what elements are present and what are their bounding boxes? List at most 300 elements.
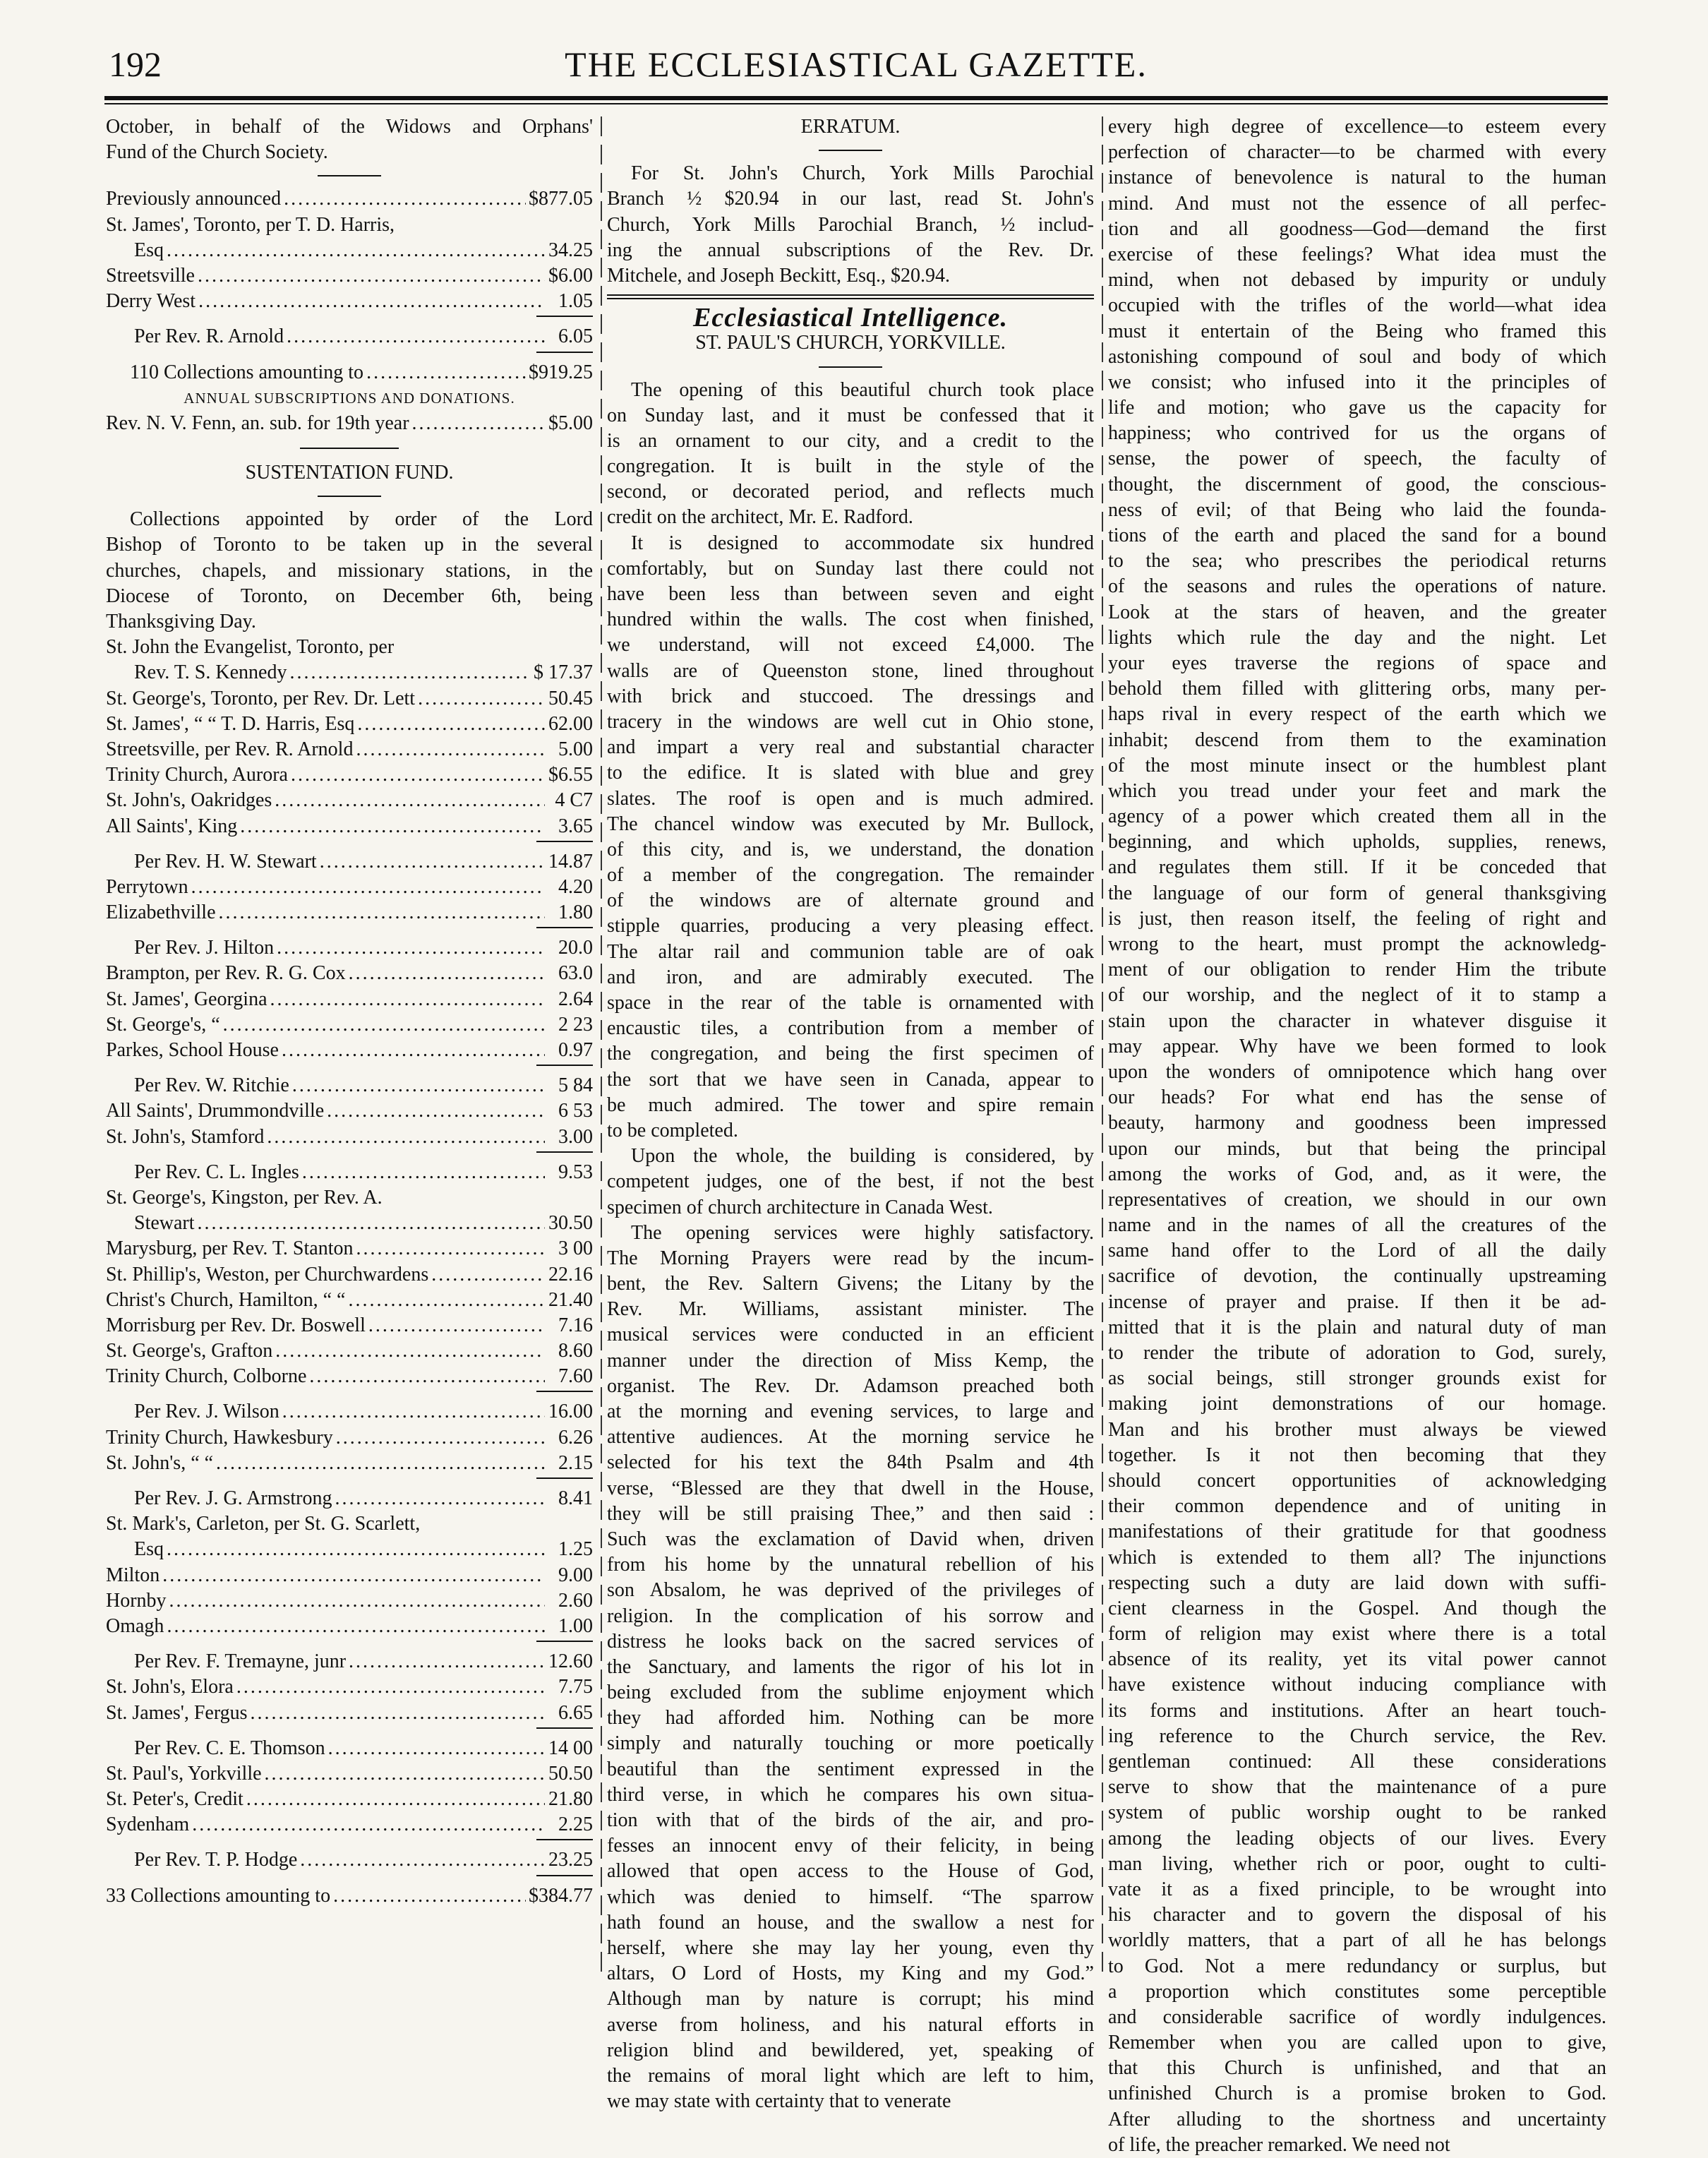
- list-row: [106, 238, 593, 263]
- text-line: instance of benevolence is natural to the human: [1108, 167, 1606, 189]
- text-line: of the most minute insect or the humblest plant: [1108, 754, 1606, 777]
- text-line: credit on the architect, Mr. E. Radford.: [607, 506, 913, 529]
- entry-label: St. James', Toronto, per T. D. Harris,: [106, 213, 395, 236]
- entry-label: Sydenham: [106, 1814, 190, 1836]
- subtotal-rule-mark: [536, 1151, 593, 1153]
- entry-amount: 5 84: [558, 1074, 593, 1097]
- list-row: [106, 900, 593, 925]
- text-line: we may state with certainty that to venerate: [607, 2090, 951, 2113]
- entry-label: Per Rev. C. L. Ingles: [134, 1161, 299, 1183]
- leader-dots: [320, 849, 545, 875]
- text-line: vate it as a fixed principle, to be wrought into: [1108, 1878, 1606, 1900]
- text-line: thought, the discernment of good, the conscious-: [1108, 473, 1606, 496]
- text-line: beginning, and which upholds, supplies, renews,: [1108, 831, 1606, 853]
- text-line: tracery in the windows are well cut in Ohio stone,: [607, 710, 1094, 733]
- text-line: ment of our obligation to render Him the tribute: [1108, 959, 1606, 981]
- text-line: among the works of God, and, as it were, the: [1108, 1163, 1606, 1185]
- text-line: comfortably, but on Sunday last there could not: [607, 557, 1094, 580]
- subtotal-rule: [106, 1477, 593, 1479]
- entry-amount: 4.20: [558, 875, 593, 898]
- text-line: The opening services were highly satisfactory.: [631, 1221, 1094, 1244]
- list-row: [134, 1736, 593, 1761]
- text-line: with brick and stuccoed. The dressings and: [607, 685, 1094, 707]
- list-row: [134, 1399, 593, 1425]
- entry-amount: 0.97: [558, 1039, 593, 1062]
- text-line: inhabit; descend from them to the examination: [1108, 729, 1606, 751]
- masthead-title: THE ECCLESIASTICAL GAZETTE.: [565, 44, 1148, 84]
- text-line: to the edifice. It is slated with blue and grey: [607, 762, 1094, 784]
- list-row: [130, 360, 593, 385]
- text-line: to the sea; who prescribes the periodical returns: [1108, 550, 1606, 573]
- entry-label: St. Peter's, Credit: [106, 1788, 243, 1811]
- text-line: have existence without inducing compliance with: [1108, 1674, 1606, 1696]
- text-line: The opening of this beautiful church took place: [631, 378, 1094, 401]
- text-line: form of religion may exist where there is a total: [1108, 1623, 1606, 1646]
- entry-amount: 23.25: [548, 1849, 593, 1871]
- entry-label: St. Paul's, Yorkville: [106, 1762, 262, 1785]
- entry-label: St. James', “ “ T. D. Harris, Esq: [106, 712, 355, 735]
- leader-dots: [277, 935, 545, 961]
- subtotal-rule-mark: [536, 1875, 593, 1876]
- entry-label: Previously announced: [106, 188, 282, 210]
- list-row: [106, 1211, 593, 1236]
- text-line: the sort that we have seen in Canada, appear to: [607, 1068, 1094, 1091]
- leader-dots: [327, 1098, 545, 1124]
- entry-amount: $ 17.37: [534, 661, 593, 684]
- entry-label: Esq: [134, 1538, 164, 1561]
- entry-amount: 3 00: [558, 1237, 593, 1260]
- entry-amount: 62.00: [548, 712, 593, 735]
- text-line: upon the wonders of omnipotence which hang over: [1108, 1060, 1606, 1083]
- text-line: third verse, in which he compares his own situa-: [607, 1783, 1094, 1806]
- leader-dots: [284, 186, 526, 212]
- list-row: [106, 1313, 593, 1338]
- text-line: ing reference to the Church service, the Rev.: [1108, 1725, 1606, 1747]
- text-line: attentive audiences. At the morning service he: [607, 1426, 1094, 1449]
- leader-dots: [328, 1736, 545, 1761]
- entry-label: Rev. N. V. Fenn, an. sub. for 19th year: [106, 412, 409, 434]
- entry-label: Per Rev. T. P. Hodge: [134, 1849, 298, 1871]
- leader-dots: [412, 411, 545, 436]
- leader-dots: [431, 1262, 545, 1288]
- list-row: [106, 1701, 593, 1726]
- list-row: [106, 263, 593, 289]
- subtotal-rule: [106, 927, 593, 928]
- text-line: should concert opportunities of acknowledging: [1108, 1469, 1606, 1492]
- list-row: [106, 186, 593, 212]
- leader-dots: [349, 961, 545, 986]
- list-row: [106, 712, 593, 737]
- list-row: [106, 1262, 593, 1288]
- leader-dots: [275, 1338, 545, 1364]
- subtotal-rule: [106, 352, 593, 353]
- subtotal-rule-mark: [536, 316, 593, 317]
- leader-dots: [270, 987, 546, 1012]
- leader-dots: [282, 1399, 545, 1425]
- entry-label: 33 Collections amounting to: [106, 1884, 331, 1907]
- entry-amount: 2.60: [558, 1589, 593, 1612]
- leader-dots: [309, 1364, 545, 1389]
- text-line: to God. Not a mere redundancy or surplus, but: [1108, 1955, 1606, 1977]
- list-row: [106, 1537, 593, 1562]
- entry-amount: 7.60: [558, 1365, 593, 1388]
- entry-amount: $5.00: [548, 412, 593, 434]
- leader-dots: [291, 762, 545, 788]
- entry-label: 110 Collections amounting to: [130, 361, 364, 383]
- entry-amount: 14 00: [548, 1737, 593, 1759]
- entry-amount: $6.55: [548, 764, 593, 786]
- entry-amount: 1.05: [558, 290, 593, 313]
- text-line: happiness; who contrived for us the organs of: [1108, 422, 1606, 445]
- text-line: on Sunday last, and it must be confessed that it: [607, 404, 1094, 426]
- text-line: specimen of church architecture in Canada West.: [607, 1196, 993, 1218]
- per-row-wrap: [106, 1160, 593, 1185]
- text-line: cient clearness in the Gospel. And though the: [1108, 1597, 1606, 1619]
- list-row: [106, 788, 593, 813]
- list-row: [106, 289, 593, 314]
- entry-amount: 21.40: [548, 1288, 593, 1311]
- list-row: [106, 987, 593, 1012]
- leader-dots: [300, 1847, 545, 1873]
- leader-dots: [236, 1674, 545, 1700]
- text-line: they had afforded him. Nothing can be more: [607, 1707, 1094, 1730]
- entry-label: St. Mark's, Carleton, per St. G. Scarlett,: [106, 1513, 421, 1535]
- entry-label: Per Rev. C. E. Thomson: [134, 1737, 325, 1759]
- subtotal-rule-mark: [536, 927, 593, 928]
- text-line: Man and his brother must always be viewed: [1108, 1418, 1606, 1441]
- entry-label: Trinity Church, Hawkesbury: [106, 1426, 333, 1449]
- text-line: After alluding to the shortness and uncertainty: [1108, 2108, 1606, 2130]
- text-line: which you tread under your feet and mark the: [1108, 779, 1606, 802]
- entry-amount: 14.87: [548, 850, 593, 873]
- per-row-wrap: [106, 1073, 593, 1098]
- text-line: ness of evil; of that Being who laid the founda-: [1108, 498, 1606, 521]
- entry-amount: 6.05: [558, 325, 593, 348]
- list-row: [106, 1338, 593, 1364]
- text-line: to be completed.: [607, 1119, 738, 1141]
- entry-label: Per Rev. J. G. Armstrong: [134, 1487, 332, 1510]
- text-line: Remember when you are called upon to give,: [1108, 2032, 1606, 2054]
- entry-amount: 21.80: [548, 1788, 593, 1811]
- text-line: a proportion which constitutes some perceptible: [1108, 1980, 1606, 2003]
- subtotal-rule-mark: [536, 841, 593, 842]
- subtotal-rule: [106, 841, 593, 842]
- text-line: may appear. Why have we been formed to look: [1108, 1035, 1606, 1057]
- text-line: system of public worship ought to be ranked: [1108, 1802, 1606, 1824]
- entry-amount: 12.60: [548, 1650, 593, 1673]
- leader-dots: [267, 1125, 545, 1150]
- text-line: stain upon the character in whatever disguise it: [1108, 1009, 1606, 1032]
- entry-amount: 20.0: [558, 937, 593, 959]
- subtotal-rule: [106, 1151, 593, 1153]
- entry-amount: 9.53: [558, 1161, 593, 1183]
- text-line: slates. The roof is open and is much admired.: [607, 787, 1094, 810]
- text-line: to render the tribute of adoration to God, surely,: [1108, 1342, 1606, 1364]
- text-line: mind. And must not the essence of all perfec-: [1108, 192, 1606, 215]
- text-line: exercise of these feelings? What idea must the: [1108, 243, 1606, 265]
- list-row: [106, 737, 593, 762]
- entry-amount: 3.65: [558, 815, 593, 837]
- leader-dots: [246, 1787, 545, 1812]
- text-line: astonishing compound of soul and body of which: [1108, 345, 1606, 368]
- text-line: tion and all goodness—God—demand the first: [1108, 217, 1606, 240]
- text-line: life and motion; who gave us the capacity for: [1108, 397, 1606, 419]
- list-row: [106, 875, 593, 900]
- entry-label: Morrisburg per Rev. Dr. Boswell: [106, 1314, 366, 1336]
- column-erratum-intelligence: [607, 114, 1094, 2114]
- list-row: [106, 212, 593, 238]
- per-row-wrap: [106, 935, 593, 961]
- entry-label: Brampton, per Rev. R. G. Cox: [106, 962, 346, 985]
- leader-dots: [349, 1649, 545, 1674]
- text-line: beauty, harmony and goodness been impressed: [1108, 1112, 1606, 1134]
- list-row: [106, 1761, 593, 1787]
- entry-amount: 6.26: [558, 1426, 593, 1449]
- sustentation-heading: SUSTENTATION FUND.: [245, 462, 454, 484]
- subtotal-rule: [106, 1065, 593, 1066]
- entry-label: Trinity Church, Aurora: [106, 764, 288, 786]
- text-line: second, or decorated period, and reflects much: [607, 481, 1094, 503]
- list-row: [106, 1451, 593, 1476]
- text-line: selected for his text the 84th Psalm and 4th: [607, 1451, 1094, 1474]
- text-line: name and in the names of all the creatures of the: [1108, 1214, 1606, 1237]
- entry-label: St. Phillip's, Weston, per Churchwardens: [106, 1263, 429, 1285]
- entry-label: Per Rev. R. Arnold: [134, 325, 284, 348]
- entry-label: Streetsville, per Rev. R. Arnold: [106, 738, 354, 760]
- entry-label: Per Rev. J. Wilson: [134, 1401, 279, 1423]
- leader-dots: [366, 360, 526, 385]
- leader-dots: [357, 712, 545, 737]
- text-line: Diocese of Toronto, on December 6th, being: [106, 585, 593, 607]
- text-line: upon our minds, but that being the principal: [1108, 1137, 1606, 1160]
- text-line: It is designed to accommodate six hundred: [631, 532, 1094, 554]
- entry-amount: 8.41: [558, 1487, 593, 1510]
- text-line: Thanksgiving Day.: [106, 611, 256, 633]
- leader-dots: [356, 1236, 545, 1261]
- list-row: [106, 1125, 593, 1150]
- text-line: herself, where she may lay her young, even thy: [607, 1936, 1094, 1959]
- text-line: ing the annual subscriptions of the Rev. Dr.: [607, 239, 1094, 261]
- annual-subscriptions-heading: ANNUAL SUBSCRIPTIONS AND DONATIONS.: [184, 389, 515, 407]
- list-row: [106, 1098, 593, 1124]
- text-line: mind, when not debased by impurity or unduly: [1108, 269, 1606, 292]
- subtotal-rule-mark: [536, 1727, 593, 1729]
- text-line: mitted that it is the plain and natural duty of man: [1108, 1316, 1606, 1338]
- text-line: bent, the Rev. Saltern Givens; the Litany by the: [607, 1273, 1094, 1295]
- leader-dots: [240, 814, 545, 839]
- entry-amount: 34.25: [548, 239, 593, 261]
- text-line: wrong to the heart, must prompt the acknowledg-: [1108, 933, 1606, 955]
- entry-label: Stewart: [134, 1212, 195, 1235]
- text-line: averse from holiness, and his natural efforts in: [607, 2013, 1094, 2036]
- leader-dots: [198, 263, 545, 289]
- subtotal-rule: [106, 1839, 593, 1840]
- entry-amount: 6.65: [558, 1701, 593, 1724]
- entry-amount: 3.00: [558, 1125, 593, 1148]
- list-row: [106, 1511, 593, 1537]
- entry-amount: 30.50: [548, 1212, 593, 1235]
- list-row: [134, 324, 593, 349]
- text-line: Mitchele, and Joseph Beckitt, Esq., $20.94.: [607, 264, 951, 287]
- entry-amount: 63.0: [558, 962, 593, 985]
- list-row: [106, 762, 593, 788]
- list-row: [106, 1883, 593, 1909]
- text-line: distress he looks back on the sacred services of: [607, 1630, 1094, 1653]
- text-line: his character and to govern the disposal of his: [1108, 1904, 1606, 1926]
- text-line: we understand, will not exceed £4,000. The: [607, 634, 1094, 657]
- text-line: occupied with the trifles of the world—what idea: [1108, 294, 1606, 317]
- entry-amount: $919.25: [529, 361, 593, 383]
- list-row: [106, 961, 593, 986]
- leader-dots: [348, 1288, 545, 1313]
- text-line: verse, “Blessed are they that dwell in the House,: [607, 1477, 1094, 1499]
- entry-amount: 1.80: [558, 901, 593, 924]
- text-line: tions of the earth and placed the sand for a bound: [1108, 524, 1606, 546]
- text-line: space in the rear of the table is ornamented with: [607, 992, 1094, 1014]
- text-line: Collections appointed by order of the Lord: [130, 508, 593, 531]
- text-line: must it entertain of the Being who framed this: [1108, 320, 1606, 342]
- text-line: Bishop of Toronto to be taken up in the several: [106, 534, 593, 556]
- section-dash: [819, 150, 882, 151]
- text-line: For St. John's Church, York Mills Parochial: [631, 162, 1094, 185]
- list-row: [134, 935, 593, 961]
- entry-amount: 50.50: [548, 1762, 593, 1785]
- text-line: the language of our form of general thanksgiving: [1108, 882, 1606, 904]
- list-row: [106, 1787, 593, 1812]
- entry-amount: $6.00: [548, 264, 593, 287]
- text-line: hundred within the walls. The cost when finished,: [607, 609, 1094, 631]
- list-row: [134, 1160, 593, 1185]
- text-line: haps rival in every respect of the earth which we: [1108, 703, 1606, 726]
- subtotal-rule: [106, 1727, 593, 1729]
- entry-label: Esq: [134, 239, 164, 261]
- subtotal-rule-mark: [536, 1641, 593, 1642]
- entry-label: Omagh: [106, 1614, 164, 1637]
- text-line: lights which rule the day and the night. Let: [1108, 626, 1606, 649]
- text-line: incense of prayer and praise. If then it be ad-: [1108, 1290, 1606, 1313]
- text-line: that this Church is unfinished, and that an: [1108, 2057, 1606, 2080]
- text-line: and regulates them still. If it be conceded that: [1108, 856, 1606, 879]
- list-row: [106, 1812, 593, 1838]
- text-line: walls are of Queenston stone, lined throughout: [607, 659, 1094, 682]
- leader-dots: [167, 238, 545, 263]
- list-row: [106, 814, 593, 839]
- per-row-wrap: [106, 1486, 593, 1511]
- list-row: [106, 1364, 593, 1389]
- article-subheading: ST. PAUL'S CHURCH, YORKVILLE.: [695, 332, 1006, 354]
- entry-amount: 5.00: [558, 738, 593, 760]
- leader-dots: [216, 1451, 545, 1476]
- text-line: manifestations of their gratitude for that goodness: [1108, 1521, 1606, 1543]
- text-line: together. Is it not then becoming that they: [1108, 1444, 1606, 1466]
- double-rule: [607, 294, 1094, 299]
- text-line: and considerable sacrifice of wordly indulgences.: [1108, 2006, 1606, 2028]
- header-rule-thin: [104, 103, 1608, 104]
- text-line: and impart a very real and substantial character: [607, 736, 1094, 759]
- text-line: your eyes traverse the regions of space and: [1108, 652, 1606, 674]
- list-row: [106, 635, 593, 660]
- subtotal-rule: [106, 1641, 593, 1642]
- entry-label: All Saints', King: [106, 815, 238, 837]
- leader-dots: [333, 1883, 526, 1909]
- text-line: Such was the exclamation of David when, driven: [607, 1528, 1094, 1550]
- per-arnold-wrap: [106, 324, 593, 349]
- entry-amount: 22.16: [548, 1263, 593, 1285]
- list-row: [106, 1236, 593, 1261]
- entry-label: St. John the Evangelist, Toronto, per: [106, 636, 395, 659]
- text-line: religion blind and bewildered, yet, speaking of: [607, 2039, 1094, 2061]
- text-line: they will be still praising Thee,” and then said :: [607, 1502, 1094, 1525]
- text-line: Branch ½ $20.94 in our last, read St. John's: [607, 188, 1094, 210]
- leader-dots: [167, 1537, 545, 1562]
- text-line: Look at the stars of heaven, and the greater: [1108, 601, 1606, 623]
- text-line: is just, then reason itself, the feeling of right and: [1108, 907, 1606, 930]
- subtotal-rule: [106, 1391, 593, 1392]
- entry-label: Per Rev. F. Tremayne, junr: [134, 1650, 347, 1673]
- entry-label: St. John's, “ “: [106, 1451, 214, 1474]
- text-line: of a member of the congregation. The remainder: [607, 864, 1094, 887]
- text-line: unfinished Church is a promise broken to God.: [1108, 2082, 1606, 2105]
- per-row-wrap: [106, 1649, 593, 1674]
- entry-label: St. George's, Grafton: [106, 1340, 273, 1362]
- text-line: congregation. It is built in the style of the: [607, 455, 1094, 478]
- entry-amount: 1.25: [558, 1538, 593, 1561]
- leader-dots: [292, 1073, 545, 1098]
- text-line: fesses an innocent envy of their felicity, in being: [607, 1835, 1094, 1857]
- text-line: agency of a power which created them all in the: [1108, 805, 1606, 828]
- text-line: The chancel window was executed by Mr. Bullock,: [607, 813, 1094, 835]
- text-line: its forms and institutions. After an heart touch-: [1108, 1699, 1606, 1722]
- list-row: [106, 1674, 593, 1700]
- text-line: of life, the preacher remarked. We need not: [1108, 2133, 1450, 2156]
- entry-label: St. John's, Stamford: [106, 1125, 265, 1148]
- text-line: be much admired. The tower and spire remain: [607, 1093, 1094, 1116]
- leader-dots: [223, 1012, 545, 1038]
- subtotal-rule: [106, 1875, 593, 1876]
- column-divider: [601, 116, 602, 1980]
- entry-label: Christ's Church, Hamilton, “ “: [106, 1288, 346, 1311]
- text-line: manner under the direction of Miss Kemp, the: [607, 1349, 1094, 1372]
- text-line: of the seasons and rules the operations of nature.: [1108, 575, 1606, 598]
- list-row: [134, 849, 593, 875]
- text-line: son Absalom, he was deprived of the privileges of: [607, 1579, 1094, 1602]
- leader-dots: [169, 1588, 545, 1614]
- per-row-wrap: [106, 1399, 593, 1425]
- list-row: [106, 686, 593, 712]
- leader-dots: [219, 900, 546, 925]
- entry-label: All Saints', Drummondville: [106, 1100, 325, 1122]
- list-row: [106, 411, 593, 436]
- erratum-heading: ERRATUM.: [800, 116, 901, 138]
- entry-amount: 2.64: [558, 988, 593, 1010]
- subtotal-rule-mark: [536, 1065, 593, 1066]
- text-line: which was denied to himself. “The sparrow: [607, 1886, 1094, 1908]
- leader-dots: [191, 875, 545, 900]
- text-line: gentleman continued: All these considerations: [1108, 1751, 1606, 1773]
- entry-amount: 4 C7: [555, 789, 593, 812]
- subtotal-rule: [106, 316, 593, 317]
- list-row: [134, 1486, 593, 1511]
- leader-dots: [356, 737, 545, 762]
- leader-dots: [192, 1812, 545, 1838]
- text-line: the remains of moral light which are left to him,: [607, 2064, 1094, 2087]
- entry-label: Marysburg, per Rev. T. Stanton: [106, 1237, 354, 1260]
- list-row: [106, 1588, 593, 1614]
- entry-label: Milton: [106, 1564, 160, 1586]
- text-line: of the windows are of alternate ground and: [607, 889, 1094, 912]
- text-line: religion. In the complication of his sorrow and: [607, 1605, 1094, 1627]
- list-row: [106, 1614, 593, 1639]
